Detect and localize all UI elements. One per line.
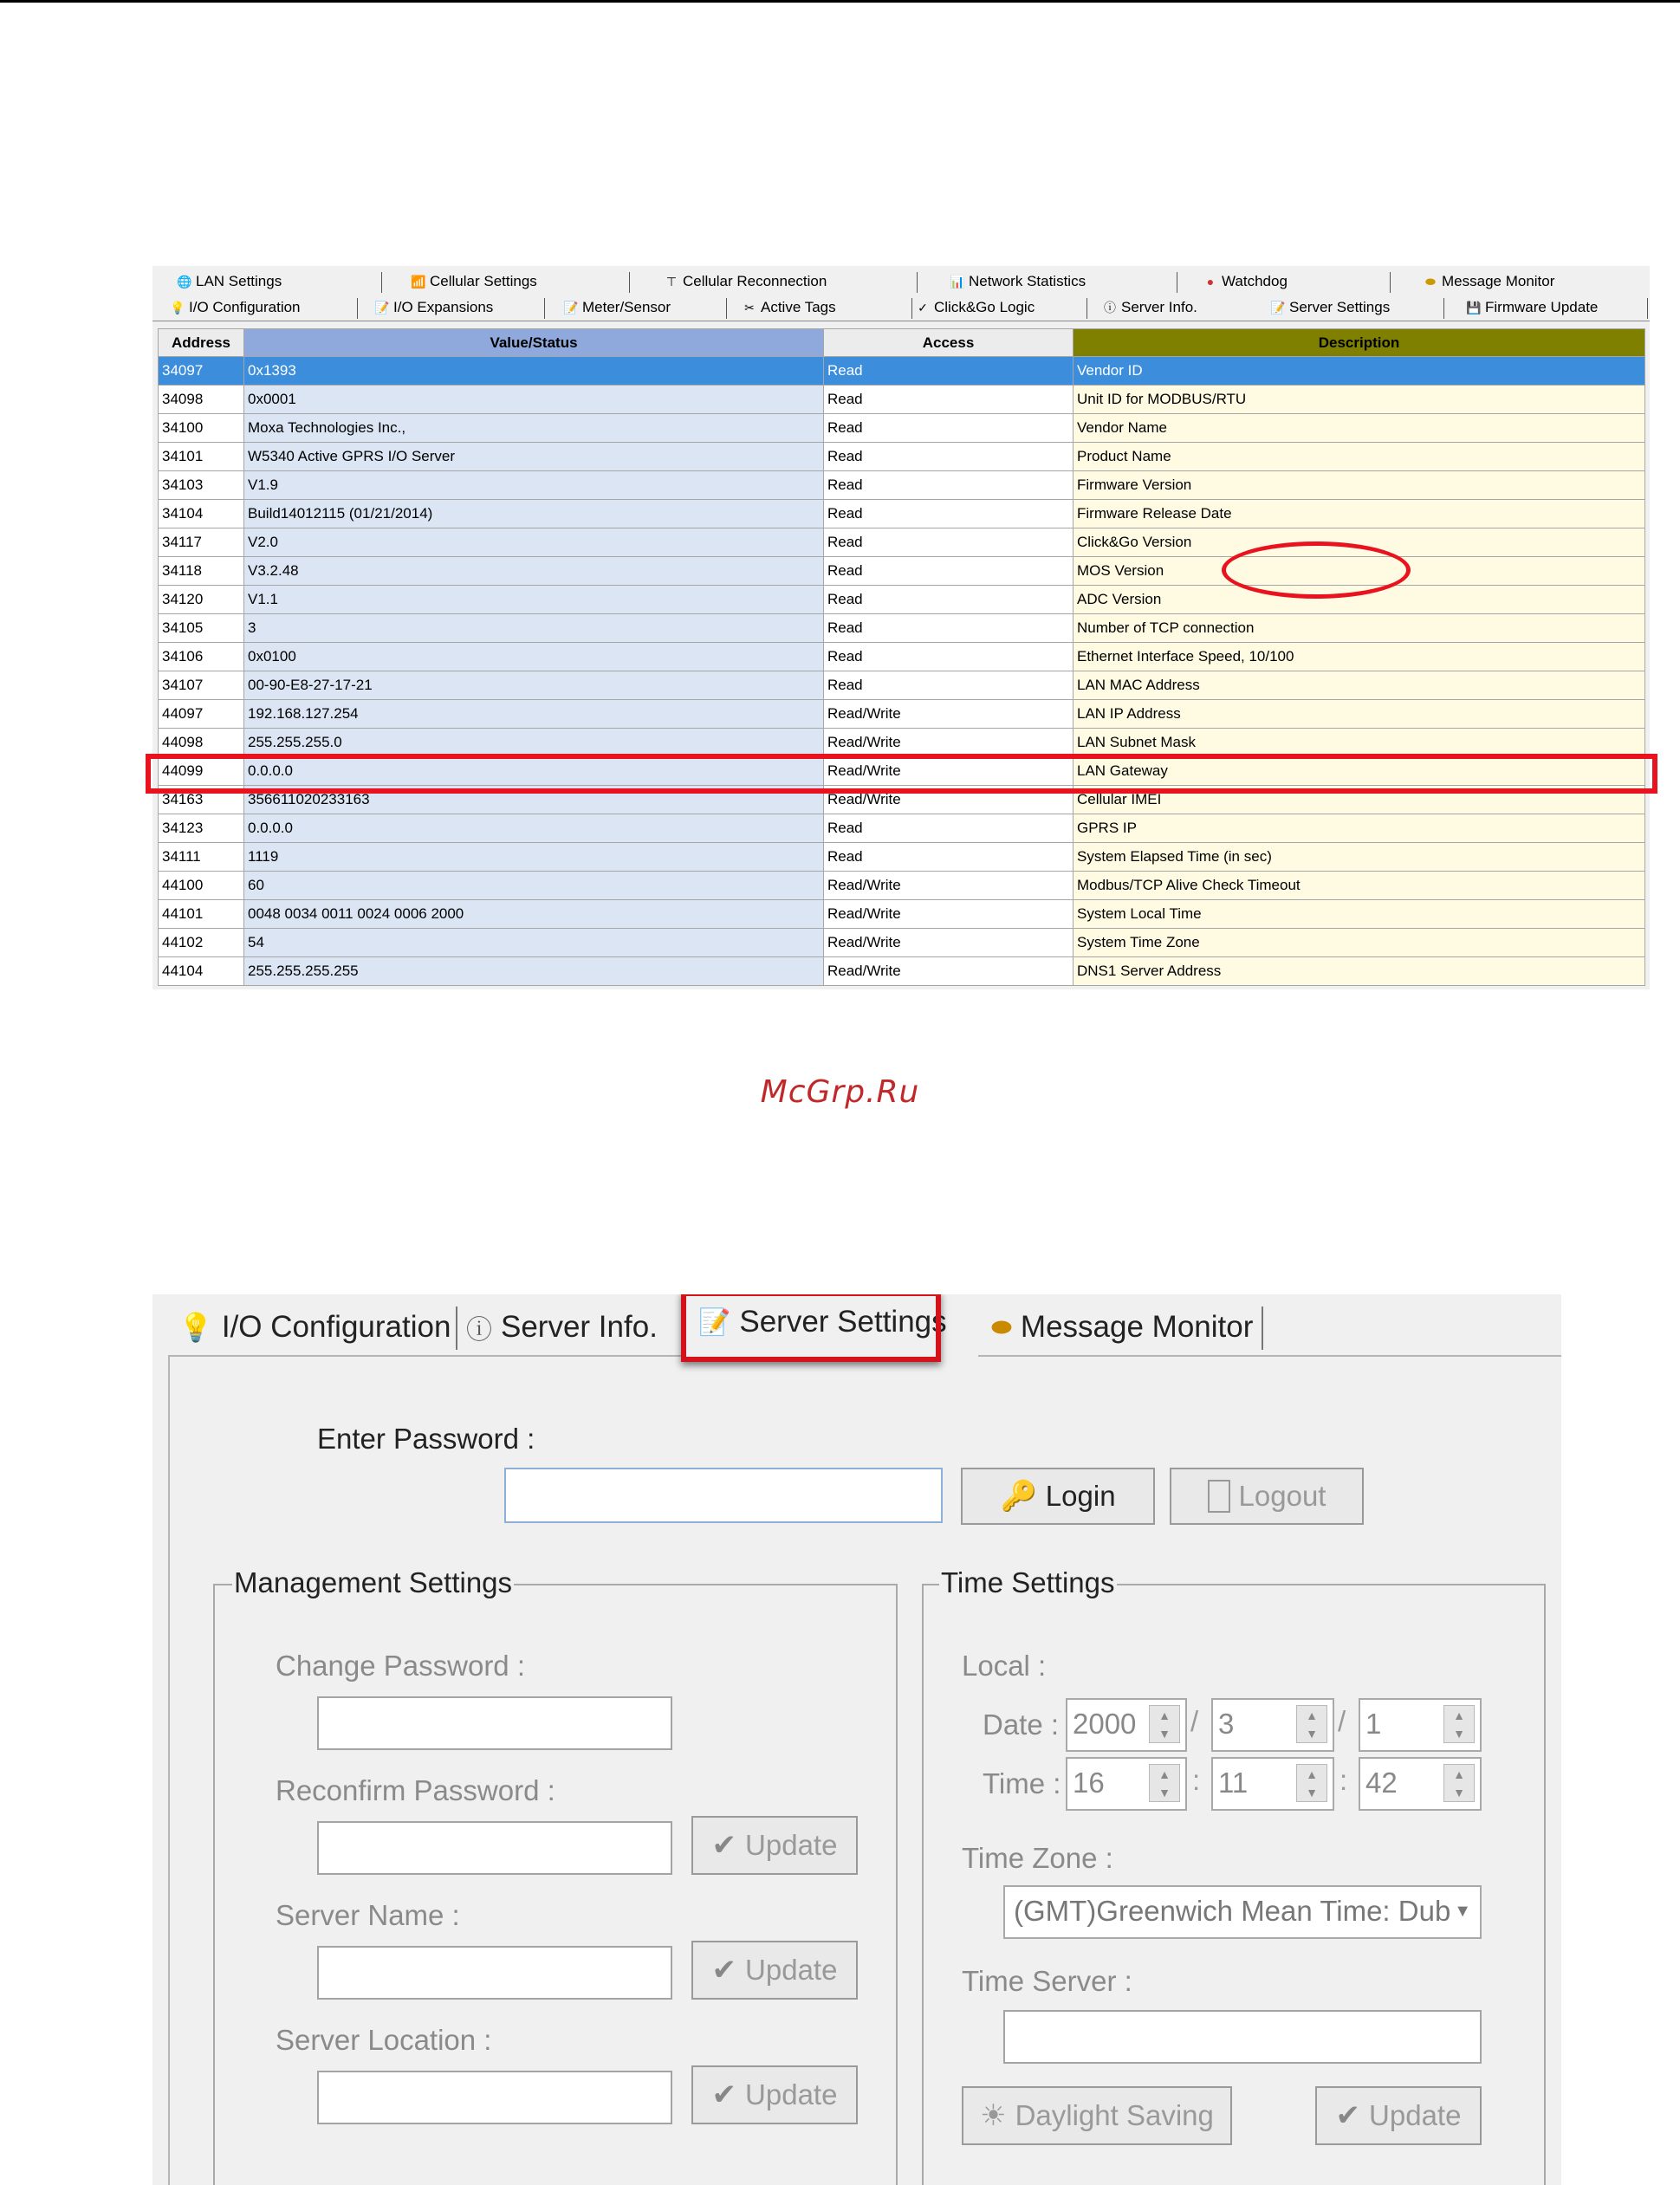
sun-icon: ☀	[980, 2099, 1007, 2132]
time-zone-select[interactable]: (GMT)Greenwich Mean Time: Dub ▼	[1003, 1885, 1482, 1939]
date-label: Date :	[983, 1708, 1060, 1741]
cell-description[interactable]: LAN Subnet Mask	[1074, 729, 1645, 757]
cell-description[interactable]: Vendor ID	[1074, 357, 1645, 386]
server-location-input[interactable]	[317, 2071, 672, 2124]
cell-access[interactable]: Read	[824, 814, 1074, 843]
cell-value[interactable]: V2.0	[244, 528, 824, 557]
lan-settings-icon: 🌐	[177, 275, 192, 289]
cell-address[interactable]: 44104	[159, 957, 244, 986]
month-spinner[interactable]: 3 ▲ ▼	[1211, 1698, 1334, 1752]
enter-password-label: Enter Password :	[317, 1423, 535, 1455]
spinner-arrows-icon[interactable]: ▲ ▼	[1149, 1764, 1180, 1802]
cell-value[interactable]: V3.2.48	[244, 557, 824, 586]
spinner-arrows-icon[interactable]: ▲ ▼	[1296, 1764, 1327, 1802]
logout-button[interactable]: Logout	[1170, 1468, 1364, 1525]
cell-address[interactable]: 34107	[159, 671, 244, 700]
server-settings-screenshot	[152, 1294, 1561, 2185]
meter-sensor-icon: 📝	[563, 301, 579, 314]
table-row[interactable]	[159, 557, 1645, 586]
tab-lan-settings[interactable]: 🌐 LAN Settings	[177, 273, 282, 289]
reconfirm-password-label: Reconfirm Password :	[276, 1774, 555, 1806]
io-expansions-icon: 📝	[374, 301, 390, 314]
cell-value[interactable]: 00-90-E8-27-17-21	[244, 671, 824, 700]
server-info-table	[158, 328, 1645, 986]
server-name-input[interactable]	[317, 1946, 672, 2000]
checkmark-icon: ✔	[711, 1954, 737, 1987]
info-icon: ⓘ	[1104, 301, 1116, 314]
cell-value[interactable]: 60	[244, 872, 824, 900]
cell-access[interactable]: Read/Write	[824, 757, 1074, 786]
cell-access[interactable]: Read	[824, 357, 1074, 386]
server-settings-icon: 📝	[1270, 301, 1286, 314]
tab-row-lower	[152, 295, 1650, 320]
server-name-label: Server Name :	[276, 1899, 460, 1931]
table-row[interactable]	[159, 586, 1645, 614]
tab-watchdog[interactable]: ● Watchdog	[1203, 269, 1288, 294]
cell-access[interactable]: Read	[824, 643, 1074, 671]
cell-value[interactable]: 54	[244, 929, 824, 957]
time-separator: :	[1339, 1764, 1348, 1796]
cell-value[interactable]: Moxa Technologies Inc.,	[244, 414, 824, 443]
cell-address[interactable]: 44098	[159, 729, 244, 757]
page-top-rule	[0, 0, 1680, 3]
cell-address[interactable]: 34106	[159, 643, 244, 671]
checkmark-icon: ✔	[711, 2078, 737, 2111]
login-button[interactable]: 🔑 Login	[961, 1468, 1155, 1525]
cell-access[interactable]: Read/Write	[824, 900, 1074, 929]
table-row[interactable]	[159, 528, 1645, 557]
second-spinner[interactable]: 42 ▲ ▼	[1359, 1757, 1482, 1811]
table-row[interactable]	[159, 843, 1645, 872]
cell-value[interactable]: 192.168.127.254	[244, 700, 824, 729]
table-row[interactable]	[159, 671, 1645, 700]
cell-address[interactable]: 34104	[159, 500, 244, 528]
server-settings-icon: 📝	[698, 1307, 731, 1337]
cell-value[interactable]: Build14012115 (01/21/2014)	[244, 500, 824, 528]
tab-io-expansions[interactable]: 📝 I/O Expansions	[374, 299, 494, 315]
server-location-label: Server Location :	[276, 2024, 492, 2056]
management-settings-title: Management Settings	[234, 1566, 513, 1598]
year-spinner[interactable]: 2000 ▲ ▼	[1066, 1698, 1187, 1752]
cell-value[interactable]: 0.0.0.0	[244, 814, 824, 843]
cell-address[interactable]: 34118	[159, 557, 244, 586]
cell-address[interactable]: 34117	[159, 528, 244, 557]
cell-description[interactable]: Unit ID for MODBUS/RTU	[1074, 386, 1645, 414]
cell-access[interactable]: Read	[824, 586, 1074, 614]
cell-value[interactable]: 0x1393	[244, 357, 824, 386]
table-row[interactable]	[159, 900, 1645, 929]
cell-description[interactable]: Firmware Version	[1074, 471, 1645, 500]
cell-value[interactable]: 1119	[244, 843, 824, 872]
cell-address[interactable]: 44101	[159, 900, 244, 929]
cell-address[interactable]: 34100	[159, 414, 244, 443]
active-tags-icon: ✂	[744, 301, 755, 314]
time-zone-label: Time Zone :	[962, 1842, 1113, 1874]
spinner-arrows-icon[interactable]: ▲ ▼	[1149, 1705, 1180, 1743]
cell-access[interactable]: Read	[824, 557, 1074, 586]
server-settings-tab-highlight	[681, 1294, 941, 1362]
cell-address[interactable]: 34101	[159, 443, 244, 471]
cell-address[interactable]: 44100	[159, 872, 244, 900]
cell-description[interactable]: LAN Gateway	[1074, 757, 1645, 786]
cell-address[interactable]: 34163	[159, 786, 244, 814]
cell-access[interactable]: Read	[824, 386, 1074, 414]
lan-gateway-row-highlight	[146, 754, 1657, 794]
cell-access[interactable]: Read	[824, 614, 1074, 643]
tab-io-configuration[interactable]: 💡 I/O Configuration	[178, 1310, 451, 1344]
hour-spinner[interactable]: 16 ▲ ▼	[1066, 1757, 1187, 1811]
firmware-update-icon: 💾	[1466, 301, 1482, 314]
daylight-saving-button[interactable]: ☀ Daylight Saving	[962, 2086, 1232, 2145]
tab-meter-sensor[interactable]: 📝 Meter/Sensor	[563, 299, 671, 315]
cell-address[interactable]: 34111	[159, 843, 244, 872]
cell-description[interactable]: LAN IP Address	[1074, 700, 1645, 729]
reconnection-icon: ⊤	[665, 275, 678, 289]
cell-address[interactable]: 34097	[159, 357, 244, 386]
tab-server-info[interactable]: ⓘ Server Info.	[1104, 299, 1197, 315]
cell-value[interactable]: 356611020233163	[244, 786, 824, 814]
minute-spinner[interactable]: 11 ▲ ▼	[1211, 1757, 1334, 1811]
tab-server-info[interactable]: ⓘ Server Info.	[466, 1310, 658, 1345]
cell-description[interactable]: Cellular IMEI	[1074, 786, 1645, 814]
cell-address[interactable]: 34098	[159, 386, 244, 414]
key-icon: 🔑	[1000, 1480, 1037, 1513]
column-header-access[interactable]: Access	[824, 329, 1074, 357]
message-monitor-icon: ⬬	[1425, 275, 1436, 289]
table-row[interactable]	[159, 700, 1645, 729]
info-icon: ⓘ	[466, 1316, 492, 1345]
chevron-down-icon: ▼	[1454, 1902, 1471, 1921]
cell-access[interactable]: Read	[824, 443, 1074, 471]
table-row[interactable]	[159, 357, 1645, 386]
cell-access[interactable]: Read/Write	[824, 929, 1074, 957]
update-time-button[interactable]: ✔ Update	[1315, 2086, 1482, 2145]
date-separator: /	[1338, 1705, 1346, 1737]
network-statistics-icon: 📊	[950, 275, 965, 289]
spinner-arrows-icon[interactable]: ▲ ▼	[1443, 1764, 1475, 1802]
cell-description[interactable]: Firmware Release Date	[1074, 500, 1645, 528]
cell-access[interactable]: Read/Write	[824, 700, 1074, 729]
cell-value[interactable]: 0x0100	[244, 643, 824, 671]
cell-description[interactable]: ADC Version	[1074, 586, 1645, 614]
message-monitor-icon: ⬬	[991, 1313, 1012, 1340]
cell-access[interactable]: Read	[824, 500, 1074, 528]
watchdog-icon: ●	[1206, 275, 1215, 289]
tab-clickgo-logic[interactable]: ✓ Click&Go Logic	[915, 295, 1035, 320]
cell-value[interactable]: V1.9	[244, 471, 824, 500]
time-separator: :	[1192, 1764, 1201, 1796]
checkmark-icon: ✔	[711, 1829, 737, 1862]
tab-active-tags[interactable]: ✂ Active Tags	[742, 295, 836, 320]
cell-value[interactable]: 255.255.255.0	[244, 729, 824, 757]
update-server-location-button[interactable]: ✔ Update	[691, 2065, 858, 2124]
password-input[interactable]	[504, 1468, 943, 1523]
cell-access[interactable]: Read	[824, 843, 1074, 872]
table-row[interactable]	[159, 386, 1645, 414]
change-password-input[interactable]	[317, 1696, 672, 1750]
cell-description[interactable]: System Time Zone	[1074, 929, 1645, 957]
cell-description[interactable]: DNS1 Server Address	[1074, 957, 1645, 986]
cell-value[interactable]: 0048 0034 0011 0024 0006 2000	[244, 900, 824, 929]
logout-icon	[1208, 1480, 1230, 1513]
cell-description[interactable]: GPRS IP	[1074, 814, 1645, 843]
cell-address[interactable]: 34123	[159, 814, 244, 843]
cell-description[interactable]: Number of TCP connection	[1074, 614, 1645, 643]
update-server-name-button[interactable]: ✔ Update	[691, 1941, 858, 2000]
tab-server-settings[interactable]: 📝 Server Settings	[1270, 299, 1391, 315]
lightbulb-icon: 💡	[178, 1312, 213, 1343]
cell-description[interactable]: LAN MAC Address	[1074, 671, 1645, 700]
tab-firmware-update[interactable]: 💾 Firmware Update	[1466, 299, 1599, 315]
table-row[interactable]	[159, 443, 1645, 471]
cell-address[interactable]: 44102	[159, 929, 244, 957]
clickgo-logic-icon: ✓	[918, 301, 928, 314]
cell-description[interactable]: System Elapsed Time (in sec)	[1074, 843, 1645, 872]
time-label: Time :	[983, 1767, 1061, 1799]
day-spinner[interactable]: 1 ▲ ▼	[1359, 1698, 1482, 1752]
server-info-tab-highlight	[1222, 541, 1411, 599]
lightbulb-icon: 💡	[170, 301, 185, 314]
cell-value[interactable]: W5340 Active GPRS I/O Server	[244, 443, 824, 471]
table-row[interactable]	[159, 614, 1645, 643]
time-server-label: Time Server :	[962, 1965, 1132, 1997]
cell-value[interactable]: 255.255.255.255	[244, 957, 824, 986]
update-password-button[interactable]: ✔ Update	[691, 1816, 858, 1875]
cell-address[interactable]: 34120	[159, 586, 244, 614]
cell-access[interactable]: Read	[824, 528, 1074, 557]
spinner-arrows-icon[interactable]: ▲ ▼	[1296, 1705, 1327, 1743]
cell-description[interactable]: Ethernet Interface Speed, 10/100	[1074, 643, 1645, 671]
cell-address[interactable]: 34105	[159, 614, 244, 643]
watermark: McGrp.Ru	[760, 1074, 920, 1110]
cell-value[interactable]: V1.1	[244, 586, 824, 614]
tab-network-statistics[interactable]: 📊 Network Statistics	[950, 273, 1086, 289]
table-row[interactable]	[159, 414, 1645, 443]
cell-value[interactable]: 0.0.0.0	[244, 757, 824, 786]
tab-message-monitor[interactable]: ⬬ Message Monitor	[991, 1310, 1254, 1344]
cell-access[interactable]: Read/Write	[824, 957, 1074, 986]
tab-row-upper	[152, 269, 1650, 294]
tab-cellular-reconnection[interactable]: ⊤ Cellular Reconnection	[664, 269, 827, 294]
date-separator: /	[1190, 1705, 1199, 1737]
cell-description[interactable]: MOS Version	[1074, 557, 1645, 586]
column-header-address[interactable]: Address	[159, 329, 244, 357]
cell-description[interactable]: Modbus/TCP Alive Check Timeout	[1074, 872, 1645, 900]
column-header-description[interactable]: Description	[1074, 329, 1645, 357]
spinner-arrows-icon[interactable]: ▲ ▼	[1443, 1705, 1475, 1743]
table-row[interactable]	[159, 872, 1645, 900]
cell-value[interactable]: 3	[244, 614, 824, 643]
table-body	[159, 357, 1645, 986]
cellular-settings-icon: 📶	[411, 275, 426, 289]
reconfirm-password-input[interactable]	[317, 1821, 672, 1875]
cell-access[interactable]: Read/Write	[824, 872, 1074, 900]
cell-access[interactable]: Read	[824, 414, 1074, 443]
cell-value[interactable]: 0x0001	[244, 386, 824, 414]
table-row[interactable]	[159, 814, 1645, 843]
table-row[interactable]	[159, 471, 1645, 500]
server-info-screenshot	[152, 266, 1650, 989]
cell-description[interactable]: System Local Time	[1074, 900, 1645, 929]
tab-message-monitor[interactable]: ⬬ Message Monitor	[1423, 269, 1554, 294]
cell-access[interactable]: Read/Write	[824, 729, 1074, 757]
table-row[interactable]	[159, 500, 1645, 528]
cell-description[interactable]: Vendor Name	[1074, 414, 1645, 443]
local-label: Local :	[962, 1650, 1047, 1682]
checkmark-icon: ✔	[1335, 2099, 1361, 2132]
change-password-label: Change Password :	[276, 1650, 525, 1682]
cell-access[interactable]: Read	[824, 471, 1074, 500]
tab-server-settings[interactable]: 📝 Server Settings	[698, 1305, 947, 1339]
cell-access[interactable]: Read/Write	[824, 786, 1074, 814]
tab-cellular-settings[interactable]: 📶 Cellular Settings	[411, 273, 537, 289]
cell-address[interactable]: 44099	[159, 757, 244, 786]
table-row[interactable]	[159, 957, 1645, 986]
column-header-value[interactable]: Value/Status	[244, 329, 824, 357]
table-row[interactable]	[159, 729, 1645, 757]
cell-access[interactable]: Read	[824, 671, 1074, 700]
cell-description[interactable]: Product Name	[1074, 443, 1645, 471]
cell-address[interactable]: 34103	[159, 471, 244, 500]
time-settings-title: Time Settings	[941, 1566, 1115, 1598]
cell-address[interactable]: 44097	[159, 700, 244, 729]
time-server-input[interactable]	[1003, 2010, 1482, 2064]
table-header-row	[159, 329, 1645, 357]
cell-description[interactable]: Click&Go Version	[1074, 528, 1645, 557]
table-row[interactable]	[159, 643, 1645, 671]
table-row[interactable]	[159, 929, 1645, 957]
tab-io-configuration[interactable]: 💡 I/O Configuration	[170, 299, 301, 315]
